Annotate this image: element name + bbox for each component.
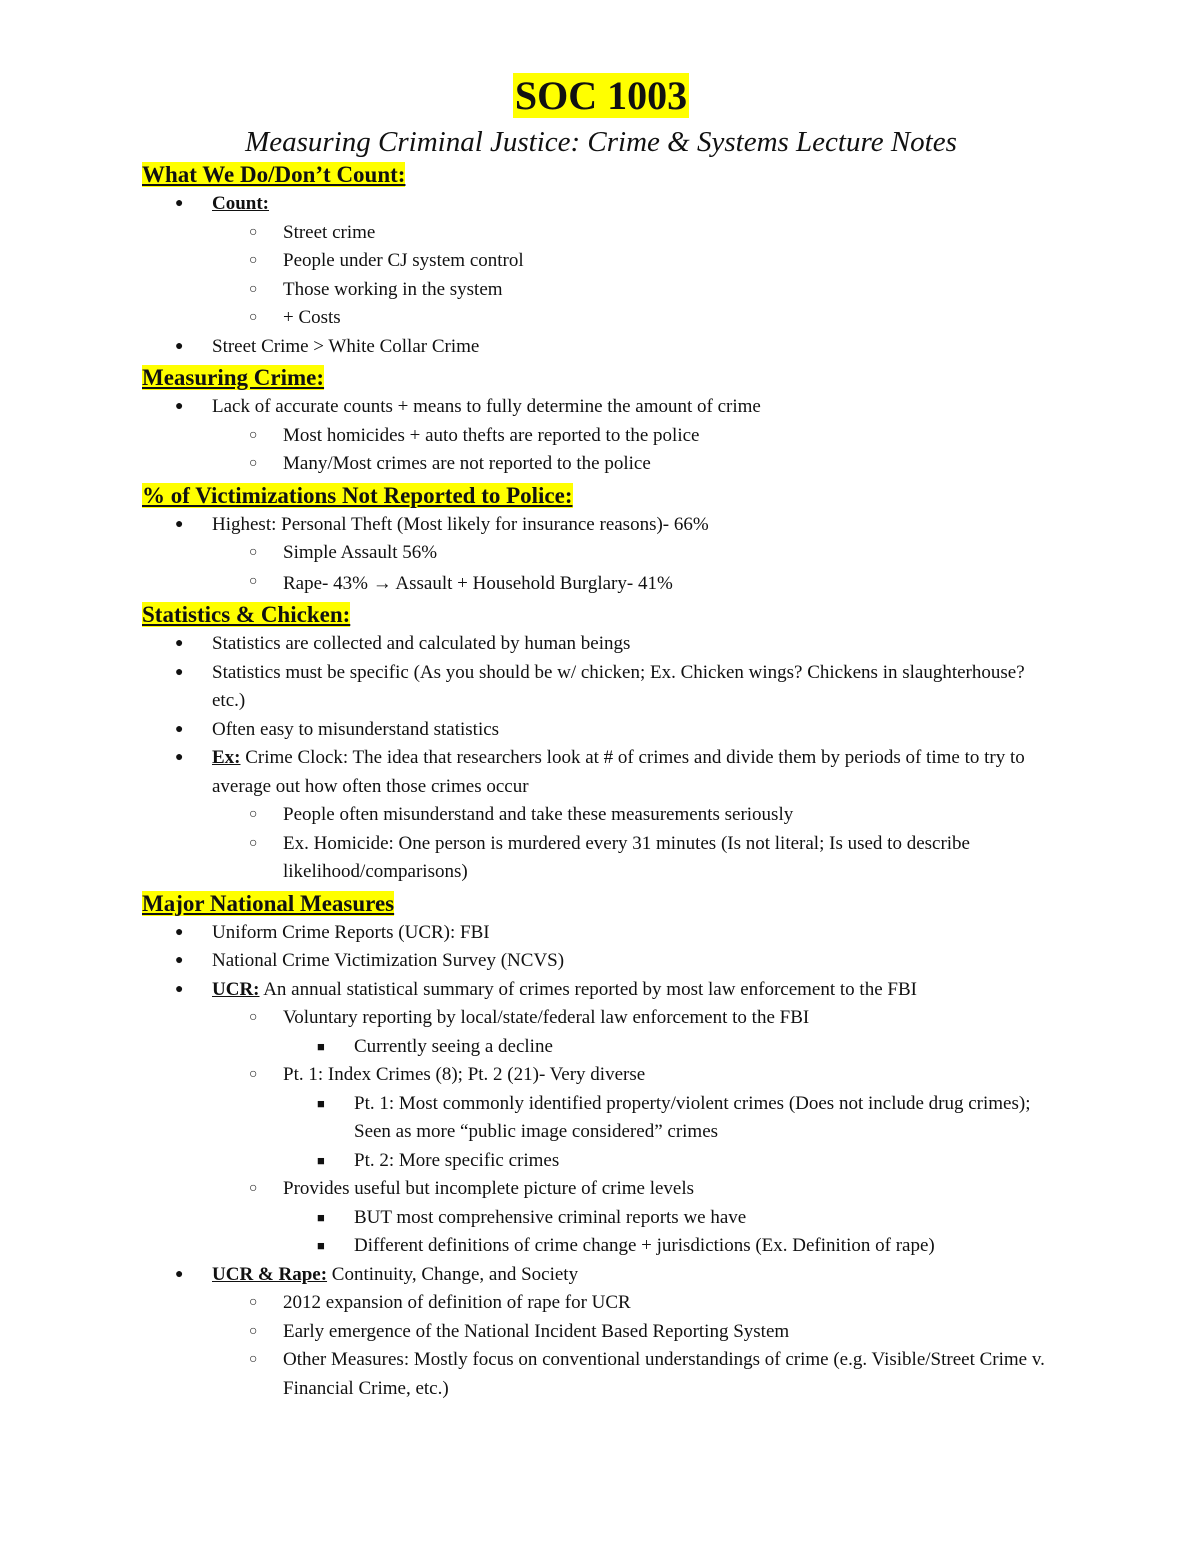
list-item: ○ Pt. 1: Index Crimes (8); Pt. 2 (21)- Very diverse ■ Pt. 1: Most commonly identified property/violent crimes (Does not include drug crimes); Seen as more “public image considered” crimes ■ Pt. 2: More specific crimes xyxy=(212,1061,1060,1175)
list-item: ○ Provides useful but incomplete picture of crime levels ■ BUT most comprehensive criminal reports we have ■ Different definitions of crime change + jurisdictions (Ex. Definition of rape) xyxy=(212,1175,1060,1261)
sub-list xyxy=(212,801,1060,887)
list-item: ● Statistics are collected and calculated by human beings xyxy=(175,633,631,654)
bullet-list xyxy=(142,511,1060,599)
sub-sub-list xyxy=(283,1033,1060,1062)
section-heading-statistics-chicken: Statistics & Chicken: xyxy=(142,602,351,627)
bullet-list xyxy=(142,190,1060,361)
sub-list xyxy=(212,539,1060,598)
section-heading-victimizations: % of Victimizations Not Reported to Police: xyxy=(142,482,573,508)
section-heading-measuring-crime: Measuring Crime: xyxy=(142,365,325,390)
sub-sub-list xyxy=(283,1090,1060,1176)
sub-list xyxy=(212,1289,1060,1403)
list-item: ○ People under CJ system control xyxy=(249,250,524,271)
section-heading-what-we-count: What We Do/Don’t Count: xyxy=(142,162,406,187)
list-item: ■ BUT most comprehensive criminal reports we have xyxy=(317,1206,747,1228)
list-item: ● Statistics must be specific (As you should be w/ chicken; Ex. Chicken wings? Chickens in slaughterhouse? etc.) xyxy=(175,661,1025,711)
bullet-list xyxy=(142,630,1060,887)
list-item: ○ Early emergence of the National Incident Based Reporting System xyxy=(249,1320,790,1342)
list-item: ○ Simple Assault 56% xyxy=(249,542,438,563)
bullet-list xyxy=(142,919,1060,1404)
document-title: SOC 1003 xyxy=(514,73,688,118)
list-item: ○ 2012 expansion of definition of rape for UCR xyxy=(249,1292,631,1313)
list-item: ■ Pt. 2: More specific crimes xyxy=(317,1149,560,1171)
list-item: ○ Most homicides + auto thefts are reported to the police xyxy=(249,424,700,446)
sub-list xyxy=(212,422,1060,479)
list-item: ● Uniform Crime Reports (UCR): FBI xyxy=(175,921,490,943)
list-item: ● Street Crime > White Collar Crime xyxy=(175,335,480,357)
section-heading-major-national-measures: Major National Measures xyxy=(142,890,395,916)
list-item: ● Ex: Crime Clock: The idea that researchers look at # of crimes and divide them by periods of time to try to average out how often those crimes occur ○ People often misunderstand and take these measurements seriously ○ Ex. Homicide: One person is murdered every 31 minutes (Is not literal; Is used to describe likelihood/comparisons) xyxy=(142,744,1060,887)
bullet-list xyxy=(142,393,1060,479)
sub-sub-list xyxy=(283,1204,1060,1261)
list-item: ○ Voluntary reporting by local/state/federal law enforcement to the FBI ■ Currently seeing a decline xyxy=(212,1004,1060,1061)
list-item: ● National Crime Victimization Survey (NCVS) xyxy=(175,950,565,971)
list-item: ● Highest: Personal Theft (Most likely for insurance reasons)- 66% ○ Simple Assault 56% ○ Rape- 43% → Assault + Household Burglary- 41% xyxy=(142,511,1060,599)
bullet-marker: ● xyxy=(175,196,184,211)
list-item: ○ People often misunderstand and take these measurements seriously xyxy=(249,804,794,825)
list-item: ● Lack of accurate counts + means to fully determine the amount of crime ○ Most homicides + auto thefts are reported to the police ○ Many/Most crimes are not reported to the police xyxy=(142,393,1060,479)
list-item xyxy=(142,190,1060,333)
sub-list xyxy=(212,1004,1060,1261)
document-subtitle: Measuring Criminal Justice: Crime & Systems Lecture Notes xyxy=(245,126,957,158)
list-item: ○ + Costs xyxy=(249,307,341,328)
sub-list xyxy=(212,219,1060,333)
list-item: ● UCR: An annual statistical summary of crimes reported by most law enforcement to the FBI ○ Voluntary reporting by local/state/federal law enforcement to the FBI ■ Currently seeing a decline ○ Pt. 1: Index Crimes (8); Pt. 2 (21)- Very diverse ■ Pt. 1: Most commonly identified property/violent crimes (Does not include drug crimes); Seen as more “public image considered” crimes ■ Pt. 2: More specific crimes ○ Provides useful but incomplete picture of crime levels ■ BUT most comprehensive criminal reports we have ■ Different definitions of crime change + jurisdictions (Ex. Definition of rape) xyxy=(142,976,1060,1261)
count-label: Count: xyxy=(212,193,270,214)
list-item: ■ Pt. 1: Most commonly identified property/violent crimes (Does not include drug crimes); Seen as more “public image considered” crimes xyxy=(317,1092,1031,1142)
list-item: ○ Rape- 43% → Assault + Household Burglary- 41% xyxy=(249,572,673,594)
list-item: ○ Street crime xyxy=(249,221,376,243)
list-item: ■ Currently seeing a decline xyxy=(317,1035,553,1057)
list-item: ○ Ex. Homicide: One person is murdered every 31 minutes (Is not literal; Is used to describe likelihood/comparisons) xyxy=(249,832,970,882)
list-item: ● Often easy to misunderstand statistics xyxy=(175,718,500,740)
list-item: ○ Many/Most crimes are not reported to the police xyxy=(249,453,651,474)
list-item: ○ Other Measures: Mostly focus on conventional understandings of crime (e.g. Visible/Street Crime v. Financial Crime, etc.) xyxy=(249,1349,1045,1399)
list-item: ■ Different definitions of crime change + jurisdictions (Ex. Definition of rape) xyxy=(317,1235,935,1256)
list-item: ● UCR & Rape: Continuity, Change, and Society ○ 2012 expansion of definition of rape for UCR ○ Early emergence of the National Incident Based Reporting System ○ Other Measures: Mostly focus on conventional understandings of crime (e.g. Visible/Street Crime v. Financial Crime, etc.) xyxy=(142,1261,1060,1404)
list-item: ○ Those working in the system xyxy=(249,278,503,300)
